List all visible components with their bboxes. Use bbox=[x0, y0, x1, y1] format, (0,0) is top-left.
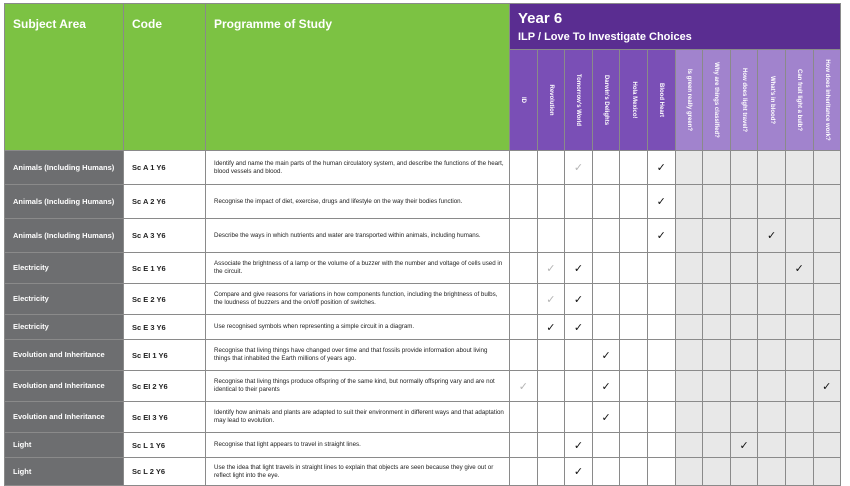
table-row bbox=[5, 253, 841, 284]
code-cell: Sc E 3 Y6 bbox=[124, 315, 206, 340]
project-header bbox=[565, 50, 593, 151]
project-label: Is green really green? bbox=[685, 68, 692, 132]
empty-cell bbox=[703, 151, 731, 185]
subject-cell: Electricity bbox=[5, 253, 124, 284]
empty-cell bbox=[675, 433, 703, 458]
tick-cell bbox=[565, 315, 593, 340]
project-label: What's in blood? bbox=[768, 75, 775, 125]
empty-cell bbox=[785, 458, 813, 486]
table-row bbox=[5, 433, 841, 458]
empty-cell bbox=[758, 433, 786, 458]
empty-cell bbox=[592, 433, 620, 458]
table-row bbox=[5, 458, 841, 486]
code-cell: Sc EI 1 Y6 bbox=[124, 340, 206, 371]
checkmark-icon: ✓ bbox=[546, 262, 556, 275]
checkmark-icon: ✓ bbox=[573, 439, 584, 452]
project-header bbox=[758, 50, 786, 151]
empty-cell bbox=[620, 219, 648, 253]
checkmark-icon: ✓ bbox=[656, 162, 666, 174]
project-label: How does light travel? bbox=[741, 67, 748, 133]
empty-cell bbox=[758, 151, 786, 185]
project-header bbox=[675, 50, 703, 151]
tick-cell bbox=[758, 219, 786, 253]
empty-cell bbox=[647, 284, 675, 315]
checkmark-icon: ✓ bbox=[822, 380, 832, 393]
tick-cell bbox=[565, 151, 593, 185]
project-header bbox=[620, 50, 648, 151]
tick-cell bbox=[565, 253, 593, 284]
programme-cell: Identify and name the main parts of the human circulatory system, and describe the functions of the heart, blood vessels and blood. bbox=[206, 151, 510, 185]
project-label: Can fruit light a bulb? bbox=[796, 69, 803, 131]
checkmark-icon: ✓ bbox=[767, 230, 777, 242]
empty-cell bbox=[785, 185, 813, 219]
empty-cell bbox=[510, 433, 538, 458]
empty-cell bbox=[785, 433, 813, 458]
empty-cell bbox=[703, 219, 731, 253]
empty-cell bbox=[565, 371, 593, 402]
empty-cell bbox=[675, 151, 703, 185]
empty-cell bbox=[703, 458, 731, 486]
tick-cell bbox=[592, 402, 620, 433]
project-label: Darwin's Delights bbox=[603, 74, 610, 126]
table-row bbox=[5, 151, 841, 185]
tick-cell bbox=[565, 284, 593, 315]
programme-cell: Describe the ways in which nutrients and water are transported within animals, including humans. bbox=[206, 219, 510, 253]
empty-cell bbox=[620, 402, 648, 433]
code-cell: Sc A 1 Y6 bbox=[124, 151, 206, 185]
empty-cell bbox=[592, 219, 620, 253]
empty-cell bbox=[730, 253, 758, 284]
programme-cell: Use recognised symbols when representing a simple circuit in a diagram. bbox=[206, 315, 510, 340]
empty-cell bbox=[510, 151, 538, 185]
empty-cell bbox=[730, 371, 758, 402]
checkmark-icon: ✓ bbox=[739, 439, 749, 452]
project-header bbox=[813, 50, 840, 151]
empty-cell bbox=[592, 315, 620, 340]
empty-cell bbox=[537, 151, 565, 185]
empty-cell bbox=[675, 219, 703, 253]
empty-cell bbox=[537, 433, 565, 458]
programme-cell: Recognise that living things have changed over time and that fossils provide information about living things that inhabited the Earth millions of years ago. bbox=[206, 340, 510, 371]
empty-cell bbox=[813, 253, 840, 284]
subject-cell: Electricity bbox=[5, 315, 124, 340]
empty-cell bbox=[758, 284, 786, 315]
empty-cell bbox=[703, 371, 731, 402]
programme-cell: Compare and give reasons for variations in how components function, including the brightness of bulbs, the loudness of buzzers and the on/off position of switches. bbox=[206, 284, 510, 315]
programme-cell: Recognise that light appears to travel in straight lines. bbox=[206, 433, 510, 458]
tick-cell bbox=[730, 433, 758, 458]
subject-cell: Evolution and Inheritance bbox=[5, 402, 124, 433]
tick-cell bbox=[647, 151, 675, 185]
empty-cell bbox=[758, 402, 786, 433]
empty-cell bbox=[758, 315, 786, 340]
project-header bbox=[730, 50, 758, 151]
subject-cell: Evolution and Inheritance bbox=[5, 371, 124, 402]
empty-cell bbox=[565, 185, 593, 219]
empty-cell bbox=[510, 340, 538, 371]
empty-cell bbox=[647, 371, 675, 402]
empty-cell bbox=[813, 219, 840, 253]
project-label: How does inheritance work? bbox=[823, 59, 830, 141]
empty-cell bbox=[510, 458, 538, 486]
subject-cell: Electricity bbox=[5, 284, 124, 315]
empty-cell bbox=[813, 458, 840, 486]
checkmark-icon: ✓ bbox=[601, 411, 611, 424]
empty-cell bbox=[647, 433, 675, 458]
checkmark-icon: ✓ bbox=[546, 321, 556, 334]
tick-cell bbox=[510, 371, 538, 402]
code-cell: Sc EI 2 Y6 bbox=[124, 371, 206, 402]
tick-cell bbox=[565, 433, 593, 458]
empty-cell bbox=[813, 185, 840, 219]
programme-cell: Use the idea that light travels in straight lines to explain that objects are seen because they give out or reflect light into the eye. bbox=[206, 458, 510, 486]
project-label: ID bbox=[520, 97, 527, 103]
empty-cell bbox=[510, 219, 538, 253]
empty-cell bbox=[675, 458, 703, 486]
empty-cell bbox=[703, 284, 731, 315]
project-label: Tomorrow's World bbox=[575, 73, 582, 127]
empty-cell bbox=[813, 151, 840, 185]
checkmark-icon: ✓ bbox=[573, 466, 584, 478]
empty-cell bbox=[537, 340, 565, 371]
project-header bbox=[592, 50, 620, 151]
checkmark-icon: ✓ bbox=[656, 230, 666, 242]
empty-cell bbox=[813, 433, 840, 458]
programme-cell: Identify how animals and plants are adapted to suit their environment in different ways and that adaptation may lead to evolution. bbox=[206, 402, 510, 433]
table-row bbox=[5, 284, 841, 315]
project-header bbox=[537, 50, 565, 151]
code-cell: Sc E 2 Y6 bbox=[124, 284, 206, 315]
subject-cell: Animals (Including Humans) bbox=[5, 219, 124, 253]
empty-cell bbox=[730, 458, 758, 486]
empty-cell bbox=[565, 340, 593, 371]
project-header bbox=[647, 50, 675, 151]
checkmark-icon: ✓ bbox=[518, 380, 528, 393]
empty-cell bbox=[703, 185, 731, 219]
programme-cell: Recognise the impact of diet, exercise, drugs and lifestyle on the way their bodies function. bbox=[206, 185, 510, 219]
empty-cell bbox=[620, 458, 648, 486]
checkmark-icon: ✓ bbox=[573, 262, 584, 275]
empty-cell bbox=[620, 253, 648, 284]
tick-cell bbox=[647, 185, 675, 219]
empty-cell bbox=[813, 340, 840, 371]
empty-cell bbox=[592, 284, 620, 315]
empty-cell bbox=[620, 151, 648, 185]
tick-cell bbox=[537, 315, 565, 340]
project-header bbox=[703, 50, 731, 151]
empty-cell bbox=[510, 253, 538, 284]
empty-cell bbox=[565, 402, 593, 433]
checkmark-icon: ✓ bbox=[656, 196, 666, 208]
empty-cell bbox=[813, 284, 840, 315]
empty-cell bbox=[510, 402, 538, 433]
tick-cell bbox=[813, 371, 840, 402]
project-label: Revolution bbox=[547, 84, 554, 116]
empty-cell bbox=[675, 253, 703, 284]
empty-cell bbox=[675, 284, 703, 315]
code-cell: Sc L 1 Y6 bbox=[124, 433, 206, 458]
subject-cell: Light bbox=[5, 433, 124, 458]
table-row bbox=[5, 219, 841, 253]
checkmark-icon: ✓ bbox=[601, 380, 611, 393]
empty-cell bbox=[675, 371, 703, 402]
empty-cell bbox=[785, 371, 813, 402]
empty-cell bbox=[730, 340, 758, 371]
empty-cell bbox=[758, 185, 786, 219]
project-header bbox=[510, 50, 538, 151]
empty-cell bbox=[592, 253, 620, 284]
code-cell: Sc EI 3 Y6 bbox=[124, 402, 206, 433]
empty-cell bbox=[730, 219, 758, 253]
project-header bbox=[785, 50, 813, 151]
empty-cell bbox=[647, 253, 675, 284]
empty-cell bbox=[758, 253, 786, 284]
empty-cell bbox=[675, 340, 703, 371]
empty-cell bbox=[675, 315, 703, 340]
tick-cell bbox=[647, 219, 675, 253]
programme-cell: Associate the brightness of a lamp or the volume of a buzzer with the number and voltage of cells used in the circuit. bbox=[206, 253, 510, 284]
code-cell: Sc L 2 Y6 bbox=[124, 458, 206, 486]
empty-cell bbox=[758, 340, 786, 371]
empty-cell bbox=[620, 371, 648, 402]
empty-cell bbox=[730, 151, 758, 185]
subject-cell: Evolution and Inheritance bbox=[5, 340, 124, 371]
empty-cell bbox=[675, 402, 703, 433]
curriculum-grid bbox=[4, 3, 841, 486]
code-cell: Sc A 2 Y6 bbox=[124, 185, 206, 219]
empty-cell bbox=[703, 402, 731, 433]
tick-cell bbox=[785, 253, 813, 284]
empty-cell bbox=[647, 402, 675, 433]
empty-cell bbox=[675, 185, 703, 219]
empty-cell bbox=[620, 315, 648, 340]
empty-cell bbox=[620, 340, 648, 371]
tick-cell bbox=[592, 340, 620, 371]
empty-cell bbox=[758, 371, 786, 402]
empty-cell bbox=[537, 219, 565, 253]
empty-cell bbox=[647, 458, 675, 486]
tick-cell bbox=[592, 371, 620, 402]
code-cell: Sc A 3 Y6 bbox=[124, 219, 206, 253]
empty-cell bbox=[703, 315, 731, 340]
empty-cell bbox=[785, 151, 813, 185]
table-row bbox=[5, 402, 841, 433]
empty-cell bbox=[813, 315, 840, 340]
theme-title: ILP / Love To Investigate Choices bbox=[518, 31, 692, 43]
empty-cell bbox=[592, 151, 620, 185]
subject-cell: Animals (Including Humans) bbox=[5, 151, 124, 185]
empty-cell bbox=[647, 340, 675, 371]
empty-cell bbox=[620, 185, 648, 219]
project-label: Hola Mexico! bbox=[630, 81, 637, 119]
project-label: Why are things classified? bbox=[713, 62, 720, 138]
programme-cell: Recognise that living things produce offspring of the same kind, but normally offspring vary and are not identical to their parents bbox=[206, 371, 510, 402]
empty-cell bbox=[730, 185, 758, 219]
empty-cell bbox=[785, 402, 813, 433]
subject-cell: Animals (Including Humans) bbox=[5, 185, 124, 219]
empty-cell bbox=[592, 458, 620, 486]
empty-cell bbox=[703, 433, 731, 458]
empty-cell bbox=[758, 458, 786, 486]
checkmark-icon: ✓ bbox=[546, 293, 556, 306]
empty-cell bbox=[537, 185, 565, 219]
checkmark-icon: ✓ bbox=[794, 262, 804, 275]
programme-header: Programme of Study bbox=[206, 4, 510, 151]
table-row bbox=[5, 340, 841, 371]
empty-cell bbox=[592, 185, 620, 219]
project-label: Blood Heart bbox=[658, 82, 665, 118]
tick-cell bbox=[565, 458, 593, 486]
empty-cell bbox=[730, 284, 758, 315]
empty-cell bbox=[647, 315, 675, 340]
empty-cell bbox=[537, 402, 565, 433]
checkmark-icon: ✓ bbox=[573, 162, 584, 174]
empty-cell bbox=[813, 402, 840, 433]
empty-cell bbox=[510, 315, 538, 340]
empty-cell bbox=[620, 433, 648, 458]
year-title: Year 6 bbox=[518, 10, 563, 27]
empty-cell bbox=[703, 253, 731, 284]
subject-area-header: Subject Area bbox=[5, 4, 124, 151]
table-row bbox=[5, 185, 841, 219]
empty-cell bbox=[785, 284, 813, 315]
table-row bbox=[5, 315, 841, 340]
checkmark-icon: ✓ bbox=[573, 321, 584, 334]
tick-cell bbox=[537, 284, 565, 315]
empty-cell bbox=[537, 458, 565, 486]
empty-cell bbox=[730, 402, 758, 433]
empty-cell bbox=[785, 340, 813, 371]
year-theme-header bbox=[510, 4, 841, 50]
tick-cell bbox=[537, 253, 565, 284]
empty-cell bbox=[537, 371, 565, 402]
empty-cell bbox=[510, 284, 538, 315]
checkmark-icon: ✓ bbox=[573, 293, 584, 306]
code-header: Code bbox=[124, 4, 206, 151]
empty-cell bbox=[620, 284, 648, 315]
checkmark-icon: ✓ bbox=[601, 349, 611, 362]
empty-cell bbox=[785, 315, 813, 340]
empty-cell bbox=[565, 219, 593, 253]
empty-cell bbox=[730, 315, 758, 340]
empty-cell bbox=[785, 219, 813, 253]
empty-cell bbox=[703, 340, 731, 371]
table-row bbox=[5, 371, 841, 402]
empty-cell bbox=[510, 185, 538, 219]
code-cell: Sc E 1 Y6 bbox=[124, 253, 206, 284]
subject-cell: Light bbox=[5, 458, 124, 486]
